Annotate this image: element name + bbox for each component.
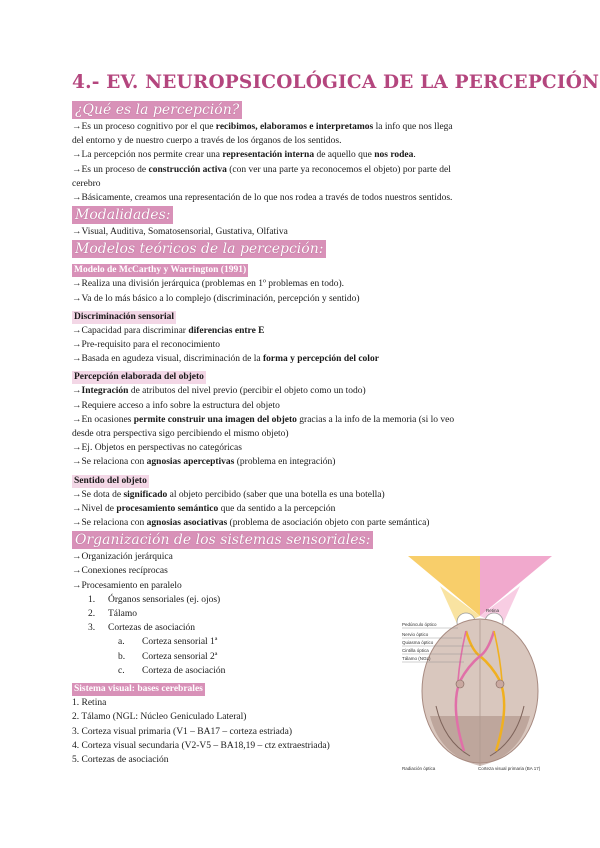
visual-pathway-figure: [400, 556, 560, 774]
paragraph-line: →Básicamente, creamos una representación de lo que nos rodea a través de todos nuestros sentidos.: [72, 193, 453, 204]
list-item: 3. Corteza visual primaria (V1 – BA17 – corteza estriada): [72, 726, 293, 737]
list-item: 5. Cortezas de asociación: [72, 754, 169, 765]
list-item: 1. Órganos sensoriales (ej. ojos): [88, 594, 221, 605]
paragraph-line: →Capacidad para discriminar diferencias entre E: [72, 325, 265, 336]
figure-label: Radiación óptica: [402, 766, 436, 771]
paragraph-line: desde otra perspectiva sigo percibiendo el mismo objeto): [72, 429, 289, 440]
paragraph-line: →La percepción nos permite crear una representación interna de aquello que nos rodea.: [72, 150, 416, 161]
paragraph-line: →Conexiones recíprocas: [72, 566, 168, 577]
paragraph-line: →En ocasiones permite construir una imagen del objeto gracias a la info de la memoria (si lo veo: [72, 414, 455, 425]
subheading-discrimination: Discriminación sensorial: [74, 311, 175, 322]
subheading-perception: Percepción elaborada del objeto: [74, 372, 204, 383]
paragraph-line: →Pre-requisito para el reconocimiento: [72, 340, 220, 351]
paragraph-line: →Requiere acceso a info sobre la estructura del objeto: [72, 400, 280, 411]
paragraph-line: →Integración de atributos del nivel previo (percibir el objeto como un todo): [72, 386, 366, 397]
subheading-model: Modelo de McCarthy y Warrington (1991): [74, 265, 247, 276]
figure-label: Nervio óptico: [402, 632, 429, 637]
paragraph-line: →Se dota de significado al objeto percibido (saber que una botella es una botella): [72, 489, 385, 500]
section-heading-perception: ¿Qué es la percepción?: [72, 101, 242, 119]
paragraph-line: →Es un proceso cognitivo por el que recibimos, elaboramos e interpretamos la info que nos llega: [72, 122, 453, 132]
paragraph-line: →Se relaciona con agnosias asociativas (problema de asociación objeto con parte semántica): [72, 518, 430, 529]
paragraph-line: →Organización jerárquica: [72, 552, 173, 563]
paragraph-line: →Es un proceso de construcción activa (con ver una parte ya reconocemos el objeto) por parte del: [72, 164, 451, 175]
subheading-meaning: Sentido del objeto: [74, 475, 147, 486]
list-item: 3. Cortezas de asociación: [88, 623, 196, 634]
section-heading-organization: Organización de los sistemas sensoriales:: [72, 531, 373, 549]
paragraph-line: →Ej. Objetos en perspectivas no categóricas: [72, 443, 242, 454]
paragraph-line: →Basada en agudeza visual, discriminación de la forma y percepción del color: [72, 354, 379, 365]
figure-label: Pedúnculo óptico: [402, 622, 437, 627]
paragraph-line: →Va de lo más básico a lo complejo (discriminación, percepción y sentido): [72, 293, 360, 304]
section-heading-modalities: Modalidades:: [72, 206, 173, 224]
list-item: a. Corteza sensorial 1ª: [118, 637, 218, 648]
list-item: 4. Corteza visual secundaria (V2-V5 – BA18,19 – ctz extraestriada): [72, 740, 330, 751]
figure-label: Retina: [486, 608, 500, 613]
list-item: 2. Tálamo (NGL: Núcleo Geniculado Lateral): [72, 712, 247, 723]
list-item: b. Corteza sensorial 2ª: [118, 651, 218, 662]
page-title: 4.- EV. NEUROPSICOLÓGICA DE LA PERCEPCIÓN: [72, 72, 600, 93]
paragraph-line: →Realiza una división jerárquica (problemas en 1º problemas en todo).: [72, 279, 345, 290]
figure-label: Cintilla óptica: [402, 648, 429, 653]
paragraph-line: →Nivel de procesamiento semántico que da sentido a la percepción: [72, 503, 336, 514]
subheading-visual-system: Sistema visual: bases cerebrales: [74, 684, 203, 695]
paragraph-line: →Visual, Auditiva, Somatosensorial, Gustativa, Olfativa: [72, 227, 288, 238]
figure-label: Tálamo (NGL): [402, 656, 431, 661]
figure-label: Quiasma óptico: [402, 640, 434, 645]
paragraph-line: →Se relaciona con agnosias aperceptivas (problema en integración): [72, 457, 336, 468]
figure-label: Corteza visual primaria (BA 17): [478, 766, 541, 771]
list-item: 1. Retina: [72, 698, 107, 709]
paragraph-line: cerebro: [72, 178, 101, 189]
list-item: 2. Tálamo: [88, 609, 138, 620]
section-heading-models: Modelos teóricos de la percepción:: [72, 240, 326, 258]
paragraph-line: del entorno y de nuestro cuerpo a través de los órganos de los sentidos.: [72, 136, 342, 147]
paragraph-line: →Procesamiento en paralelo: [72, 580, 182, 591]
list-item: c. Corteza de asociación: [118, 665, 226, 676]
